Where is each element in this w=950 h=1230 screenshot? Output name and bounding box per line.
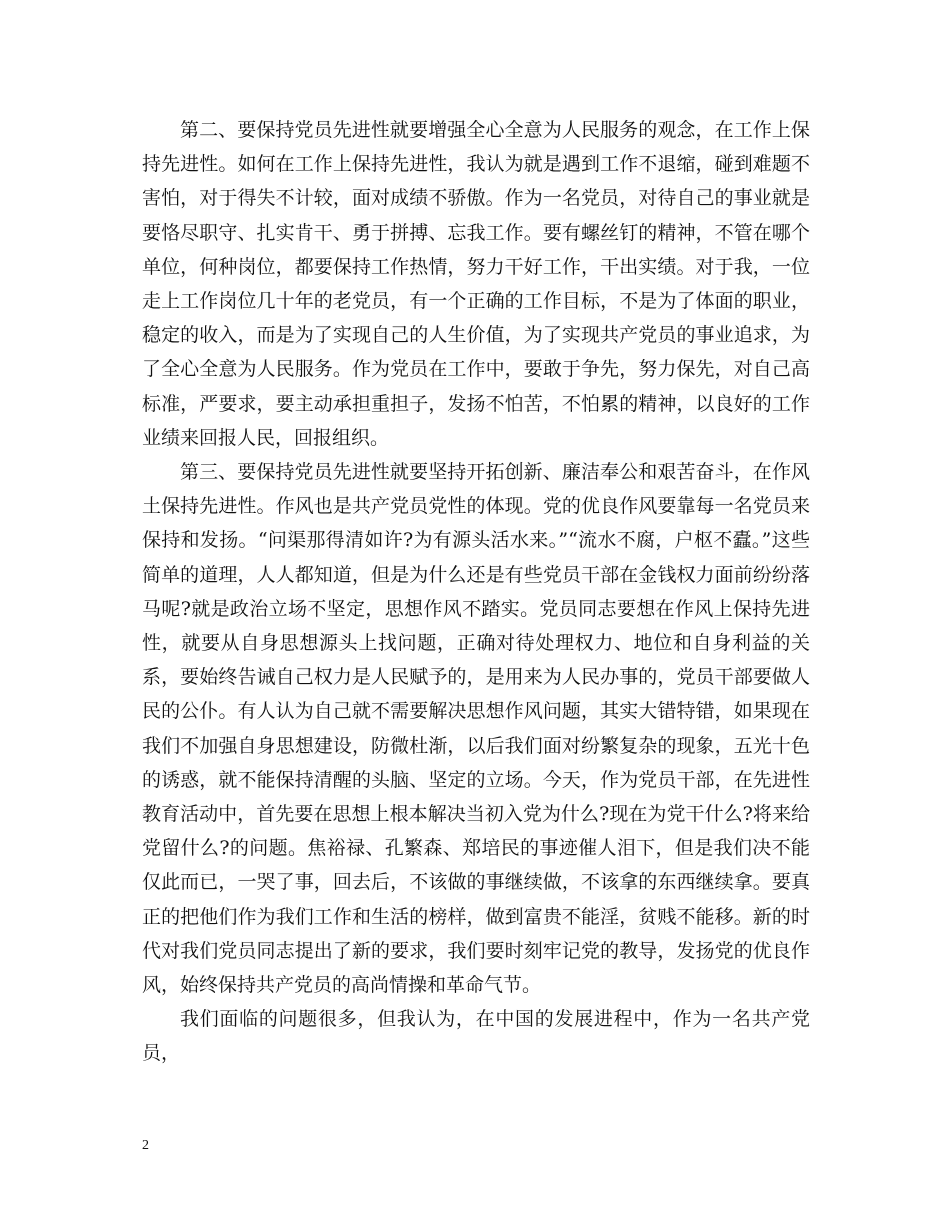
paragraph-problems: 我们面临的问题很多，但我认为，在中国的发展进程中，作为一名共产党员， xyxy=(142,1008,810,1065)
paragraph-work-style: 第三、要保持党员先进性就要坚持开拓创新、廉洁奉公和艰苦奋斗，在作风土保持先进性。作风也是共产党员党性的体现。党的优良作风要靠每一名党员来保持和发扬。“问渠那得清如许?为有源头活水来。”“流水不腐，户枢不蠹。”这些简单的道理，人人都知道，但是为什么还是有些党员干部在金钱权力面前纷纷落马呢?就是政治立场不坚定，思想作风不踏实。党员同志要想在作风上保持先进性，就要从自身思想源头上找问题，正确对待处理权力、地位和自身利益的关系，要始终告诫自己权力是人民赋予的，是用来为人民办事的，党员干部要做人民的公仆。有人认为自己就不需要解决思想作风问题，其实大错特错，如果现在我们不加强自身思想建设，防微杜渐，以后我们面对纷繁复杂的现象，五光十色的诱惑，就不能保持清醒的头脑、坚定的立场。今天，作为党员干部，在先进性教育活动中，首先要在思想上根本解决当初入党为什么?现在为党干什么?将来给党留什么?的问题。焦裕禄、孔繁森、郑培民的事迹催人泪下，但是我们决不能仅此而已，一哭了事，回去后，不该做的事继续做，不该拿的东西继续拿。要真正的把他们作为我们工作和生活的榜样，做到富贵不能淫，贫贱不能移。新的时代对我们党员同志提出了新的要求，我们要时刻牢记党的教导，发扬党的优良作风，始终保持共产党员的高尚情操和革命气节。 xyxy=(142,461,810,997)
paragraph-service-attitude: 第二、要保持党员先进性就要增强全心全意为人民服务的观念，在工作上保持先进性。如何在工作上保持先进性，我认为就是遇到工作不退缩，碰到难题不害怕，对于得失不计较，面对成绩不骄傲。作为一名党员，对待自己的事业就是要恪尽职守、扎实肯干、勇于拼搏、忘我工作。要有螺丝钉的精神，不管在哪个单位，何种岗位，都要保持工作热情，努力干好工作，干出实绩。对于我，一位走上工作岗位几十年的老党员，有一个正确的工作目标，不是为了体面的职业，稳定的收入，而是为了实现自己的人生价值，为了实现共产党员的事业追求，为了全心全意为人民服务。作为党员在工作中，要敢于争先，努力保先，对自己高标准，严要求，要主动承担重担子，发扬不怕苦，不怕累的精神，以良好的工作业绩来回报人民，回报组织。 xyxy=(142,119,810,449)
page-number: 2 xyxy=(142,1138,149,1153)
body-text xyxy=(142,113,810,1071)
